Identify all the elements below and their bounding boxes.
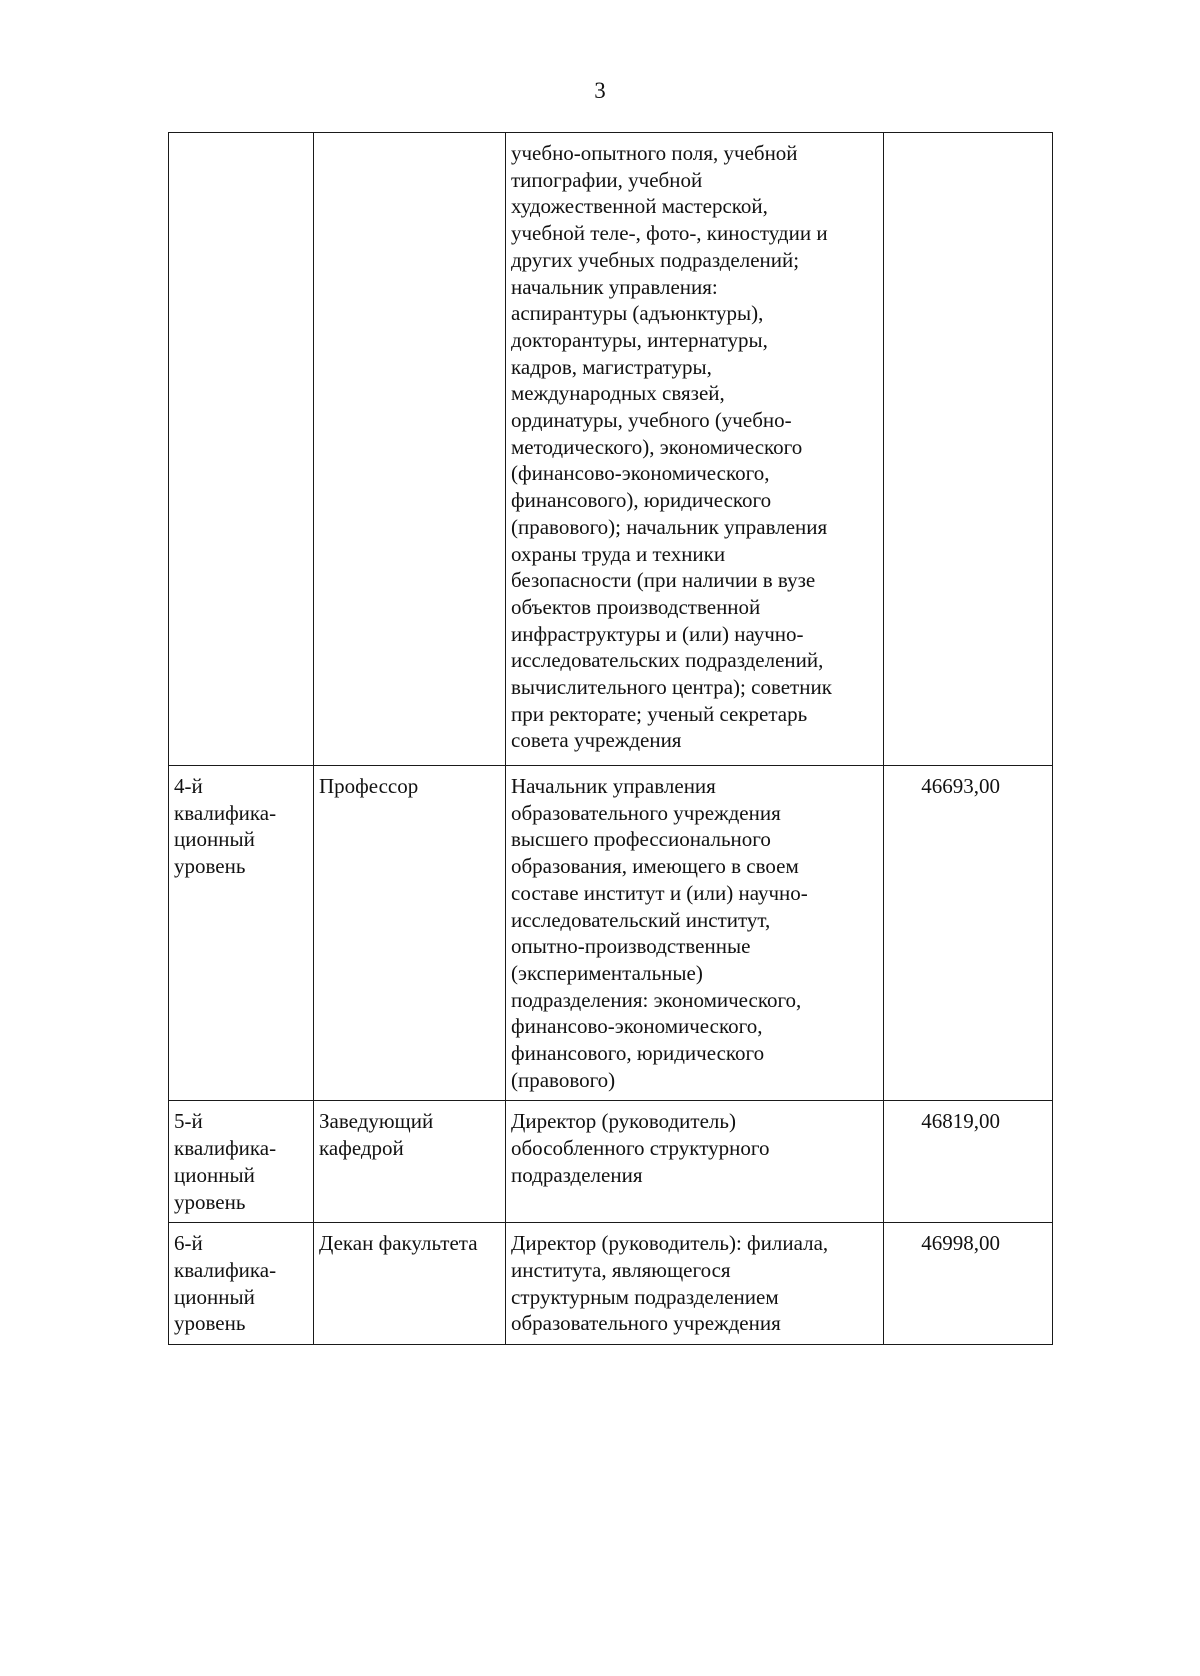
qualification-level-cell: 6-й квалифика- ционный уровень — [169, 1223, 314, 1345]
other-positions-cell: Директор (руководитель) обособленного структурного подразделения — [506, 1101, 884, 1223]
qualification-level-cell: 4-й квалифика- ционный уровень — [169, 766, 314, 1101]
other-positions-cell: Директор (руководитель): филиала, института, являющегося структурным подразделением образовательного учреждения — [506, 1223, 884, 1345]
table-row — [169, 1101, 1053, 1223]
other-positions-cell: Начальник управления образовательного учреждения высшего профессионального образования, имеющего в своем составе институт и (или) научно- исследовательский институт, опытно-производственные (экспериментальные) подразделения: экономического, финансово-экономического, финансового, юридического (правового) — [506, 766, 884, 1101]
position-cell: Профессор — [314, 766, 506, 1101]
table-row — [169, 1223, 1053, 1345]
table-row — [169, 766, 1053, 1101]
other-positions-cell: учебно-опытного поля, учебной типографии, учебной художественной мастерской, учебной теле-, фото-, киностудии и других учебных подразделений; начальник управления: аспирантуры (адъюнктуры), докторантуры, интернатуры, кадров, магистратуры, международных связей, ординатуры, учебного (учебно- методического), экономического (финансово-экономического, финансового), юридического (правового); начальник управления охраны труда и техники безопасности (при наличии в вузе объектов производственной инфраструктуры и (или) научно- исследовательских подразделений, вычислительного центра); советник при ректорате; ученый секретарь совета учреждения — [506, 133, 884, 766]
position-cell: Декан факультета — [314, 1223, 506, 1345]
qualification-level-cell: 5-й квалифика- ционный уровень — [169, 1101, 314, 1223]
page-number: 3 — [594, 78, 606, 103]
salary-cell: 46693,00 — [884, 766, 1053, 1101]
position-cell — [314, 133, 506, 766]
salary-cell: 46998,00 — [884, 1223, 1053, 1345]
qualification-level-cell — [169, 133, 314, 766]
salary-cell — [884, 133, 1053, 766]
table-row — [169, 133, 1053, 766]
position-cell: Заведующий кафедрой — [314, 1101, 506, 1223]
salary-table — [168, 132, 1053, 1345]
salary-cell: 46819,00 — [884, 1101, 1053, 1223]
